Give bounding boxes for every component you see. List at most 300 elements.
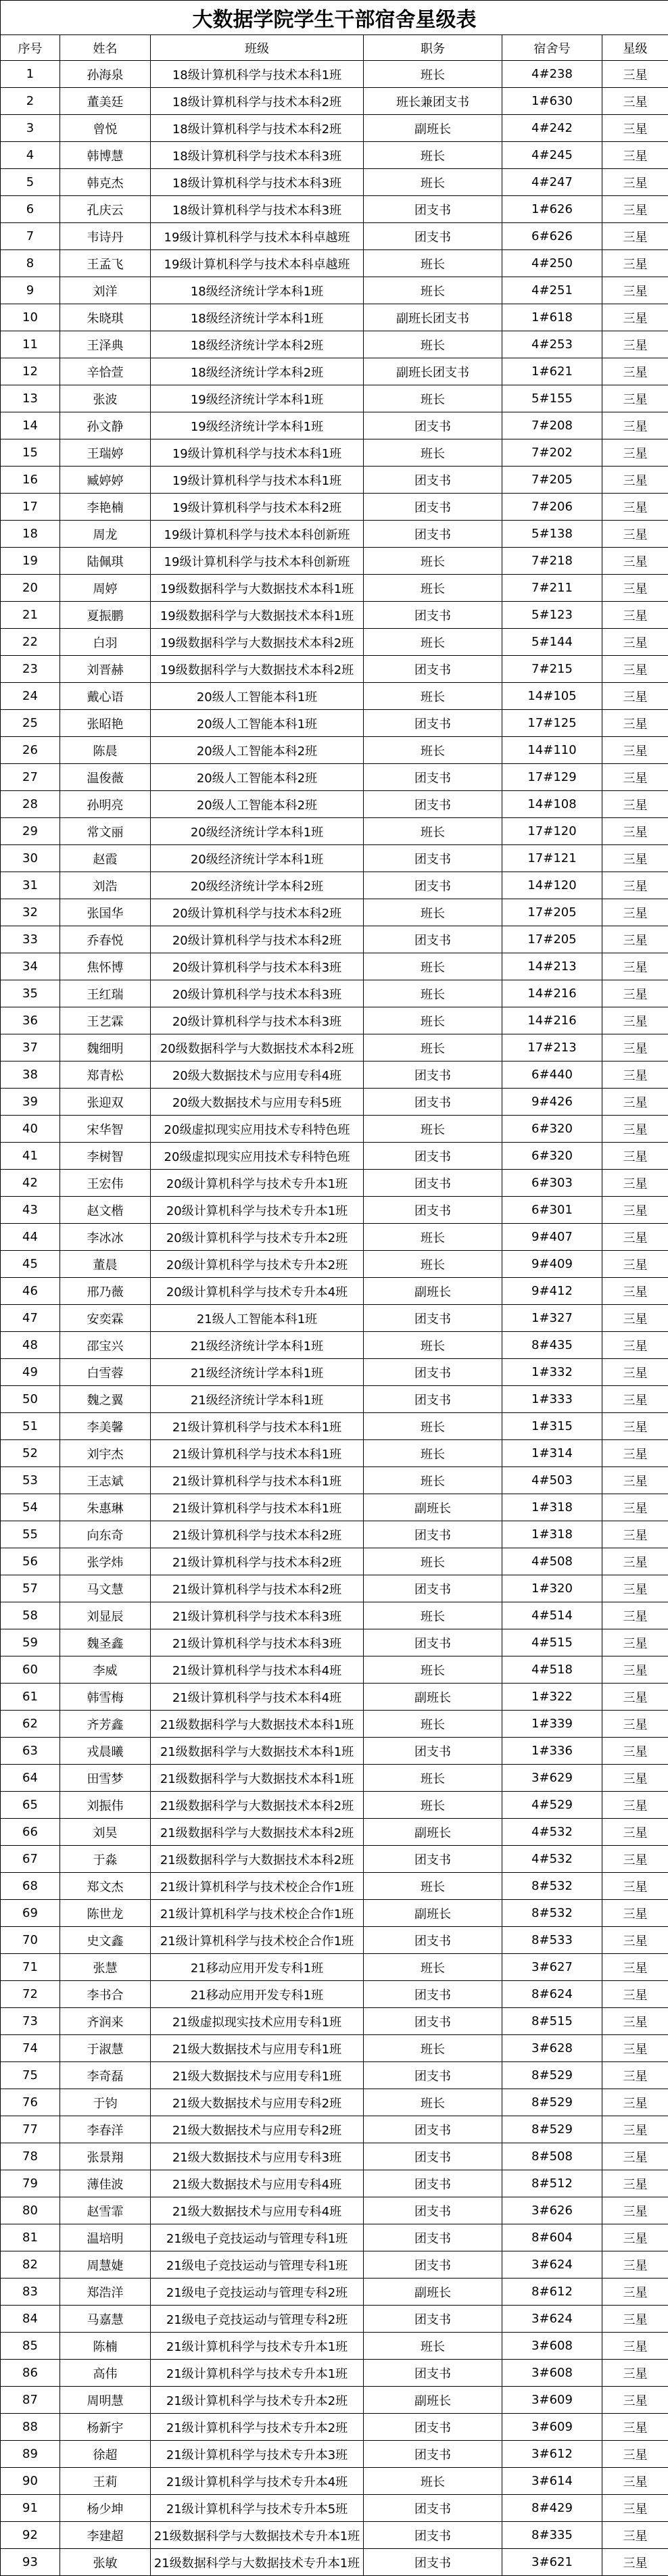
star-level: 三星 <box>602 1305 668 1332</box>
row-index: 74 <box>1 2035 60 2062</box>
table-row <box>1 494 668 521</box>
star-level: 三星 <box>602 791 668 818</box>
position: 班长 <box>364 818 502 845</box>
table-row <box>1 467 668 494</box>
class-name: 21级计算机科学与技术专升本2班 <box>151 2387 364 2414</box>
table-row <box>1 196 668 223</box>
table-row <box>1 656 668 683</box>
student-name: 孙明亮 <box>60 791 151 818</box>
position: 团支书 <box>364 845 502 872</box>
dorm-number: 17#213 <box>502 1034 602 1062</box>
row-index: 28 <box>1 791 60 818</box>
table-row <box>1 2251 668 2279</box>
header-row <box>1 35 668 61</box>
position: 团支书 <box>364 2224 502 2251</box>
class-name: 21级计算机科学与技术专升本5班 <box>151 2495 364 2522</box>
table-row <box>1 791 668 818</box>
table-row <box>1 1927 668 1954</box>
student-name: 向东奇 <box>60 1521 151 1548</box>
star-level: 三星 <box>602 1819 668 1846</box>
table-row <box>1 2522 668 2549</box>
dorm-number: 3#614 <box>502 2468 602 2495</box>
star-level: 三星 <box>602 2306 668 2333</box>
position: 团支书 <box>364 1197 502 1224</box>
class-name: 21级计算机科学与技术本科2班 <box>151 1548 364 1575</box>
star-level: 三星 <box>602 142 668 169</box>
star-level: 三星 <box>602 2441 668 2468</box>
position: 团支书 <box>364 1143 502 1170</box>
table-row <box>1 439 668 467</box>
row-index: 69 <box>1 1900 60 1927</box>
student-name: 邢乃薇 <box>60 1278 151 1305</box>
class-name: 21级计算机科学与技术专升本2班 <box>151 2414 364 2441</box>
position: 副班长 <box>364 1900 502 1927</box>
class-name: 21级数据科学与大数据技术专升本1班 <box>151 2522 364 2549</box>
student-name: 李书合 <box>60 1981 151 2008</box>
dorm-number: 3#608 <box>502 2333 602 2360</box>
star-level: 三星 <box>602 1494 668 1521</box>
star-level: 三星 <box>602 2062 668 2089</box>
dorm-number: 5#155 <box>502 385 602 412</box>
class-name: 20级人工智能本科2班 <box>151 764 364 791</box>
table-row <box>1 683 668 710</box>
dorm-number: 1#322 <box>502 1684 602 1711</box>
table-row <box>1 250 668 277</box>
dorm-number: 3#612 <box>502 2441 602 2468</box>
student-name: 齐润来 <box>60 2008 151 2035</box>
position: 团支书 <box>364 2116 502 2143</box>
row-index: 11 <box>1 331 60 358</box>
position: 班长 <box>364 250 502 277</box>
table-row <box>1 710 668 737</box>
table-row <box>1 2441 668 2468</box>
dorm-number: 1#630 <box>502 88 602 115</box>
student-name: 赵霞 <box>60 845 151 872</box>
class-name: 21级计算机科学与技术本科1班 <box>151 1494 364 1521</box>
student-name: 温培明 <box>60 2224 151 2251</box>
row-index: 21 <box>1 602 60 629</box>
class-name: 18级经济统计学本科2班 <box>151 358 364 385</box>
position: 团支书 <box>364 1981 502 2008</box>
position: 班长 <box>364 2468 502 2495</box>
position: 班长 <box>364 1711 502 1738</box>
position: 团支书 <box>364 1927 502 1954</box>
dorm-number: 7#208 <box>502 412 602 439</box>
header-index: 序号 <box>1 35 60 61</box>
star-level: 三星 <box>602 953 668 980</box>
position: 班长 <box>364 980 502 1007</box>
position: 班长 <box>364 1873 502 1900</box>
row-index: 77 <box>1 2116 60 2143</box>
position: 团支书 <box>364 223 502 250</box>
class-name: 20级计算机科学与技术本科3班 <box>151 1007 364 1034</box>
star-level: 三星 <box>602 2387 668 2414</box>
dorm-number: 8#532 <box>502 1900 602 1927</box>
table-row <box>1 2279 668 2306</box>
dorm-number: 4#532 <box>502 1846 602 1873</box>
row-index: 61 <box>1 1684 60 1711</box>
table-row <box>1 1089 668 1116</box>
table-row <box>1 2116 668 2143</box>
position: 副班长 <box>364 2279 502 2306</box>
class-name: 21级电子竞技运动与管理专科1班 <box>151 2224 364 2251</box>
student-name: 张迎双 <box>60 1089 151 1116</box>
position: 团支书 <box>364 1062 502 1089</box>
position: 团支书 <box>364 2495 502 2522</box>
position: 班长 <box>364 1792 502 1819</box>
class-name: 20级人工智能本科1班 <box>151 683 364 710</box>
star-level: 三星 <box>602 1007 668 1034</box>
table-row <box>1 1467 668 1494</box>
student-name: 魏之翼 <box>60 1386 151 1413</box>
star-level: 三星 <box>602 1846 668 1873</box>
position: 团支书 <box>364 1575 502 1602</box>
row-index: 70 <box>1 1927 60 1954</box>
table-row <box>1 2549 668 2576</box>
star-level: 三星 <box>602 548 668 575</box>
student-name: 李威 <box>60 1656 151 1684</box>
student-name: 朱惠琳 <box>60 1494 151 1521</box>
row-index: 34 <box>1 953 60 980</box>
dorm-number: 6#301 <box>502 1197 602 1224</box>
position: 团支书 <box>364 2414 502 2441</box>
class-name: 19级计算机科学与技术本科创新班 <box>151 521 364 548</box>
class-name: 18级经济统计学本科2班 <box>151 331 364 358</box>
table-row <box>1 1305 668 1332</box>
star-level: 三星 <box>602 2197 668 2224</box>
dorm-number: 8#604 <box>502 2224 602 2251</box>
position: 团支书 <box>364 2008 502 2035</box>
position: 班长 <box>364 169 502 196</box>
student-name: 张国华 <box>60 899 151 926</box>
student-name: 刘洋 <box>60 277 151 304</box>
star-level: 三星 <box>602 1738 668 1765</box>
dorm-number: 4#529 <box>502 1792 602 1819</box>
dorm-number: 17#205 <box>502 899 602 926</box>
dorm-number: 3#624 <box>502 2306 602 2333</box>
row-index: 82 <box>1 2251 60 2279</box>
star-level: 三星 <box>602 2522 668 2549</box>
student-name: 周慧婕 <box>60 2251 151 2279</box>
dorm-number: 6#303 <box>502 1170 602 1197</box>
class-name: 21级数据科学与大数据技术本科2班 <box>151 1792 364 1819</box>
student-name: 杨新宇 <box>60 2414 151 2441</box>
dorm-number: 5#123 <box>502 602 602 629</box>
student-name: 王艺霖 <box>60 1007 151 1034</box>
star-level: 三星 <box>602 196 668 223</box>
table-row <box>1 2197 668 2224</box>
position: 副班长 <box>364 1684 502 1711</box>
position: 班长 <box>364 61 502 88</box>
row-index: 59 <box>1 1629 60 1656</box>
position: 团支书 <box>364 2170 502 2197</box>
star-level: 三星 <box>602 412 668 439</box>
row-index: 65 <box>1 1792 60 1819</box>
class-name: 21级计算机科学与技术本科1班 <box>151 1413 364 1440</box>
student-name: 王孟飞 <box>60 250 151 277</box>
table-row <box>1 1981 668 2008</box>
student-name: 朱晓琪 <box>60 304 151 331</box>
star-level: 三星 <box>602 602 668 629</box>
dorm-number: 1#336 <box>502 1738 602 1765</box>
position: 团支书 <box>364 196 502 223</box>
student-name: 李建超 <box>60 2522 151 2549</box>
star-level: 三星 <box>602 439 668 467</box>
table-row <box>1 1656 668 1684</box>
table-row <box>1 331 668 358</box>
table-row <box>1 1440 668 1467</box>
student-name: 李冰冰 <box>60 1224 151 1251</box>
position: 团支书 <box>364 2522 502 2549</box>
position: 团支书 <box>364 2197 502 2224</box>
dorm-number: 1#333 <box>502 1386 602 1413</box>
student-name: 辛恰萱 <box>60 358 151 385</box>
dorm-number: 4#251 <box>502 277 602 304</box>
class-name: 19级经济统计学本科1班 <box>151 385 364 412</box>
row-index: 63 <box>1 1738 60 1765</box>
student-name: 魏细明 <box>60 1034 151 1062</box>
dorm-number: 1#621 <box>502 358 602 385</box>
star-level: 三星 <box>602 980 668 1007</box>
star-level: 三星 <box>602 926 668 953</box>
table-row <box>1 737 668 764</box>
student-name: 王泽典 <box>60 331 151 358</box>
position: 班长 <box>364 1656 502 1684</box>
student-name: 高伟 <box>60 2360 151 2387</box>
position: 团支书 <box>364 926 502 953</box>
table-row <box>1 1197 668 1224</box>
table-row <box>1 1711 668 1738</box>
row-index: 83 <box>1 2279 60 2306</box>
class-name: 21级计算机科学与技术校企合作1班 <box>151 1900 364 1927</box>
position: 班长 <box>364 683 502 710</box>
position: 团支书 <box>364 2441 502 2468</box>
star-level: 三星 <box>602 2089 668 2116</box>
dorm-number: 3#609 <box>502 2387 602 2414</box>
position: 团支书 <box>364 2062 502 2089</box>
row-index: 53 <box>1 1467 60 1494</box>
table-row <box>1 1819 668 1846</box>
row-index: 87 <box>1 2387 60 2414</box>
class-name: 21级数据科学与大数据技术专升本1班 <box>151 2549 364 2576</box>
header-class: 班级 <box>151 35 364 61</box>
dorm-number: 14#110 <box>502 737 602 764</box>
position: 班长 <box>364 2089 502 2116</box>
class-name: 19级经济统计学本科1班 <box>151 412 364 439</box>
dorm-number: 1#315 <box>502 1413 602 1440</box>
class-name: 18级计算机科学与技术本科3班 <box>151 169 364 196</box>
student-name: 徐超 <box>60 2441 151 2468</box>
class-name: 21级大数据技术与应用专科1班 <box>151 2035 364 2062</box>
dorm-number: 17#205 <box>502 926 602 953</box>
header-star: 星级 <box>602 35 668 61</box>
table-row <box>1 845 668 872</box>
row-index: 81 <box>1 2224 60 2251</box>
position: 副班长团支书 <box>364 304 502 331</box>
row-index: 57 <box>1 1575 60 1602</box>
class-name: 19级计算机科学与技术本科卓越班 <box>151 223 364 250</box>
student-name: 张敏 <box>60 2549 151 2576</box>
student-name: 刘浩 <box>60 872 151 899</box>
table-row <box>1 1575 668 1602</box>
table-row <box>1 1386 668 1413</box>
student-name: 张波 <box>60 385 151 412</box>
star-level: 三星 <box>602 2170 668 2197</box>
position: 副班长 <box>364 1819 502 1846</box>
row-index: 37 <box>1 1034 60 1062</box>
table-row <box>1 1278 668 1305</box>
position: 班长 <box>364 1007 502 1034</box>
star-level: 三星 <box>602 115 668 142</box>
position: 班长 <box>364 953 502 980</box>
row-index: 72 <box>1 1981 60 2008</box>
class-name: 21级计算机科学与技术本科4班 <box>151 1656 364 1684</box>
class-name: 20级大数据技术与应用专科5班 <box>151 1089 364 1116</box>
dorm-number: 8#429 <box>502 2495 602 2522</box>
dorm-number: 4#247 <box>502 169 602 196</box>
row-index: 5 <box>1 169 60 196</box>
star-level: 三星 <box>602 2035 668 2062</box>
student-name: 宋华智 <box>60 1116 151 1143</box>
table-row <box>1 277 668 304</box>
student-name: 周婷 <box>60 575 151 602</box>
table-row <box>1 2495 668 2522</box>
table-row <box>1 2008 668 2035</box>
dorm-number: 9#407 <box>502 1224 602 1251</box>
row-index: 92 <box>1 2522 60 2549</box>
dorm-number: 7#202 <box>502 439 602 467</box>
star-level: 三星 <box>602 818 668 845</box>
dorm-number: 8#435 <box>502 1332 602 1359</box>
table-row <box>1 2468 668 2495</box>
position: 班长 <box>364 1548 502 1575</box>
class-name: 21级数据科学与大数据技术本科1班 <box>151 1765 364 1792</box>
student-name: 乔春悦 <box>60 926 151 953</box>
student-name: 白羽 <box>60 629 151 656</box>
dorm-number: 3#609 <box>502 2414 602 2441</box>
table-row <box>1 953 668 980</box>
row-index: 68 <box>1 1873 60 1900</box>
dorm-number: 3#626 <box>502 2197 602 2224</box>
position: 团支书 <box>364 1170 502 1197</box>
class-name: 21级人工智能本科1班 <box>151 1305 364 1332</box>
class-name: 20级虚拟现实应用技术专科特色班 <box>151 1143 364 1170</box>
class-name: 21级计算机科学与技术校企合作1班 <box>151 1873 364 1900</box>
table-row <box>1 629 668 656</box>
dorm-number: 17#121 <box>502 845 602 872</box>
student-name: 刘显辰 <box>60 1602 151 1629</box>
row-index: 49 <box>1 1359 60 1386</box>
dorm-number: 14#216 <box>502 1007 602 1034</box>
student-name: 王红瑞 <box>60 980 151 1007</box>
class-name: 18级计算机科学与技术本科3班 <box>151 142 364 169</box>
class-name: 20级计算机科学与技术本科3班 <box>151 980 364 1007</box>
star-level: 三星 <box>602 1981 668 2008</box>
student-name: 王宏伟 <box>60 1170 151 1197</box>
star-level: 三星 <box>602 1413 668 1440</box>
dorm-number: 6#626 <box>502 223 602 250</box>
dorm-number: 8#532 <box>502 1873 602 1900</box>
star-level: 三星 <box>602 872 668 899</box>
row-index: 14 <box>1 412 60 439</box>
row-index: 17 <box>1 494 60 521</box>
dorm-number: 1#327 <box>502 1305 602 1332</box>
class-name: 21级计算机科学与技术本科3班 <box>151 1629 364 1656</box>
class-name: 20级虚拟现实应用技术专科特色班 <box>151 1116 364 1143</box>
row-index: 88 <box>1 2414 60 2441</box>
table-row <box>1 1684 668 1711</box>
row-index: 7 <box>1 223 60 250</box>
class-name: 21级经济统计学本科1班 <box>151 1332 364 1359</box>
row-index: 26 <box>1 737 60 764</box>
position: 团支书 <box>364 467 502 494</box>
class-name: 20级计算机科学与技术专升本4班 <box>151 1278 364 1305</box>
row-index: 56 <box>1 1548 60 1575</box>
dorm-number: 17#120 <box>502 818 602 845</box>
student-name: 刘宇杰 <box>60 1440 151 1467</box>
row-index: 73 <box>1 2008 60 2035</box>
row-index: 51 <box>1 1413 60 1440</box>
row-index: 45 <box>1 1251 60 1278</box>
star-level: 三星 <box>602 1765 668 1792</box>
position: 副班长 <box>364 1494 502 1521</box>
star-level: 三星 <box>602 2279 668 2306</box>
row-index: 8 <box>1 250 60 277</box>
star-level: 三星 <box>602 2495 668 2522</box>
class-name: 21级计算机科学与技术本科4班 <box>151 1684 364 1711</box>
star-level: 三星 <box>602 683 668 710</box>
row-index: 40 <box>1 1116 60 1143</box>
position: 副班长 <box>364 2387 502 2414</box>
class-name: 21级计算机科学与技术专升本1班 <box>151 2333 364 2360</box>
student-name: 戎晨曦 <box>60 1738 151 1765</box>
class-name: 21级经济统计学本科1班 <box>151 1359 364 1386</box>
star-level: 三星 <box>602 575 668 602</box>
star-level: 三星 <box>602 1089 668 1116</box>
position: 团支书 <box>364 2306 502 2333</box>
class-name: 20级经济统计学本科1班 <box>151 818 364 845</box>
table-row <box>1 61 668 88</box>
position: 副班长团支书 <box>364 358 502 385</box>
row-index: 71 <box>1 1954 60 1981</box>
dorm-number: 14#108 <box>502 791 602 818</box>
table-row <box>1 1034 668 1062</box>
row-index: 60 <box>1 1656 60 1684</box>
student-name: 于淑慧 <box>60 2035 151 2062</box>
class-name: 20级计算机科学与技术本科2班 <box>151 926 364 953</box>
row-index: 10 <box>1 304 60 331</box>
position: 团支书 <box>364 602 502 629</box>
table-row <box>1 764 668 791</box>
row-index: 35 <box>1 980 60 1007</box>
position: 团支书 <box>364 872 502 899</box>
student-name: 赵雪霏 <box>60 2197 151 2224</box>
row-index: 43 <box>1 1197 60 1224</box>
row-index: 48 <box>1 1332 60 1359</box>
student-name: 邵宝兴 <box>60 1332 151 1359</box>
row-index: 84 <box>1 2306 60 2333</box>
row-index: 67 <box>1 1846 60 1873</box>
star-level: 三星 <box>602 1062 668 1089</box>
table-row <box>1 1873 668 1900</box>
star-level: 三星 <box>602 2143 668 2170</box>
star-level: 三星 <box>602 1873 668 1900</box>
class-name: 19级数据科学与大数据技术本科2班 <box>151 629 364 656</box>
student-name: 魏圣鑫 <box>60 1629 151 1656</box>
table-row <box>1 2333 668 2360</box>
dorm-number: 4#503 <box>502 1467 602 1494</box>
student-name: 孔庆云 <box>60 196 151 223</box>
